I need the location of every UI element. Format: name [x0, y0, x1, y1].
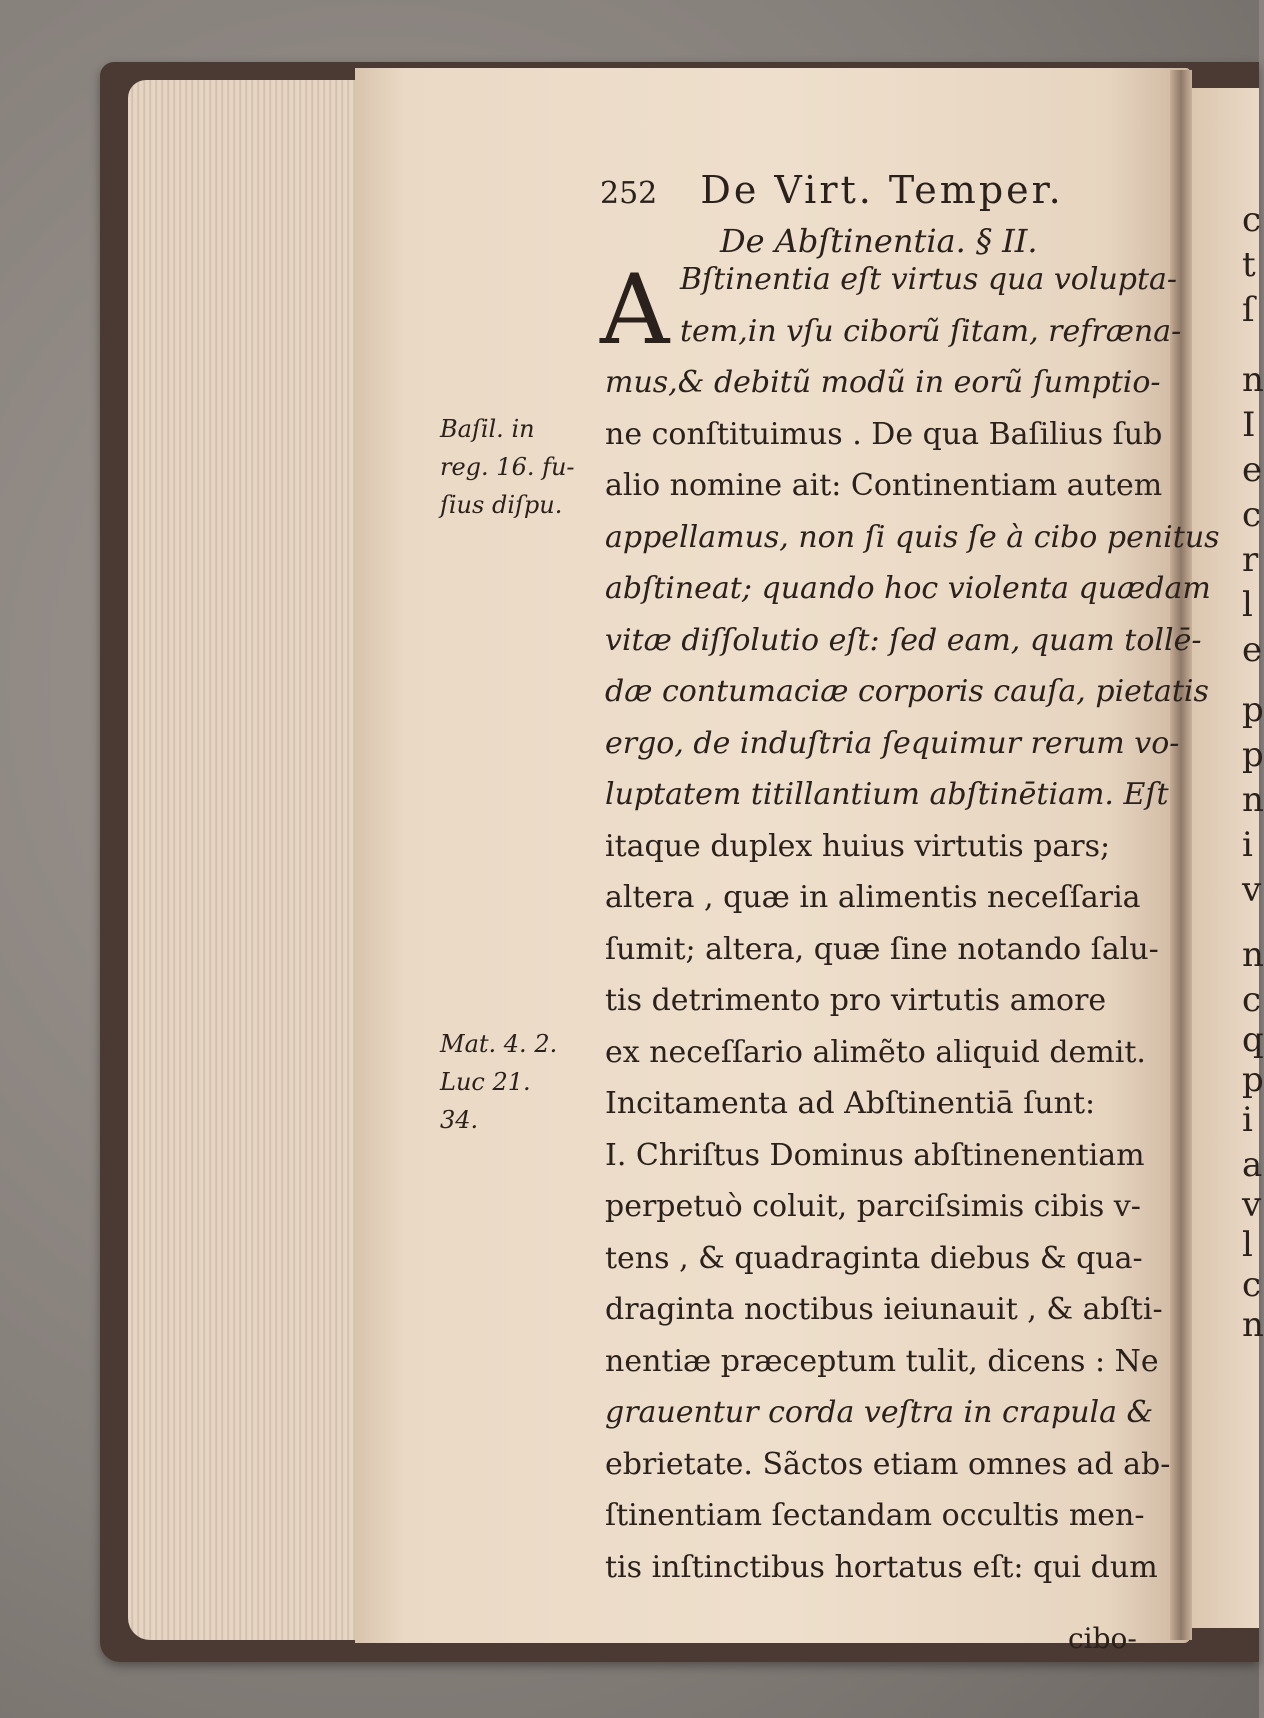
facing-page-letter: l: [1242, 585, 1253, 625]
text-line: ſumit; altera, quæ ſine notando ſalu-: [605, 931, 1159, 967]
page-number: 252: [600, 176, 658, 211]
facing-page-letter: p: [1242, 1060, 1264, 1100]
facing-page-letter: n: [1242, 1305, 1264, 1345]
text-line: nentiæ præceptum tulit, dicens : Ne: [605, 1343, 1159, 1379]
page-block-edges: [128, 80, 368, 1640]
text-line: I. Chriſtus Dominus abſtinenentiam: [605, 1137, 1145, 1173]
text-line: ebrietate. Sãctos etiam omnes ad ab-: [605, 1446, 1171, 1482]
text-line: ex neceſſario alimẽto aliquid demit.: [605, 1034, 1146, 1070]
text-line: altera , quæ in alimentis neceſſaria: [605, 880, 1141, 915]
text-line: tem,in vſu ciborũ ſitam, refræna-: [680, 313, 1182, 349]
drop-cap: A: [600, 254, 670, 366]
running-head-title: De Virt. Temper.: [700, 168, 1064, 212]
text-line: mus,& debitũ modũ in eorũ ſumptio-: [605, 365, 1161, 400]
text-line: alio nomine ait: Continentiam autem: [605, 468, 1163, 503]
facing-page-letter: i: [1242, 825, 1253, 865]
facing-page-letter: r: [1242, 540, 1259, 580]
text-line: draginta noctibus ieiunauit , & abſti-: [605, 1292, 1163, 1327]
text-line: tis detrimento pro virtutis amore: [605, 983, 1107, 1018]
facing-page-letter: c: [1242, 495, 1262, 535]
facing-page-letter: I: [1242, 405, 1256, 445]
facing-page-letter: c: [1242, 980, 1262, 1020]
text-line: ergo, de induſtria ſequimur rerum vo-: [605, 725, 1180, 761]
facing-page-letter: p: [1242, 735, 1264, 775]
text-line: vitæ diſſolutio eſt: ſed eam, quam tollē-: [605, 622, 1202, 658]
facing-page-letter: v: [1242, 870, 1262, 910]
margin-note-line: Luc 21.: [440, 1068, 531, 1096]
facing-page-letter: n: [1242, 360, 1264, 400]
facing-page-letter: e: [1242, 450, 1263, 490]
margin-note-line: 34.: [440, 1106, 479, 1134]
text-line: luptatem titillantium abſtinētiam. Eſt: [605, 777, 1169, 812]
facing-page-letter: n: [1242, 780, 1264, 820]
facing-page-letter: q: [1242, 1020, 1264, 1060]
text-line: ſtinentiam ſectandam occultis men-: [605, 1498, 1145, 1533]
text-line: perpetuò coluit, parciſsimis cibis v-: [605, 1189, 1141, 1224]
facing-page-letter: e: [1242, 630, 1263, 670]
section-title: De Abſtinentia. § II.: [720, 222, 1038, 260]
facing-page-letter: t: [1242, 245, 1256, 285]
facing-page-letter: v: [1242, 1185, 1262, 1225]
margin-note-line: reg. 16. fu-: [440, 453, 575, 481]
text-line: Bſtinentia eſt virtus qua volupta-: [680, 262, 1178, 297]
facing-page-letter: i: [1242, 1100, 1253, 1140]
margin-note-line: Baſil. in: [440, 415, 535, 443]
facing-page-letter: l: [1242, 1225, 1253, 1265]
text-line: tis inſtinctibus hortatus eſt: qui dum: [605, 1549, 1158, 1585]
facing-page-letter: n: [1242, 935, 1264, 975]
text-line: dæ contumaciæ corporis cauſa, pietatis: [605, 674, 1209, 709]
catchword: cibo-: [1068, 1622, 1137, 1655]
facing-page-letter: a: [1242, 1145, 1263, 1185]
facing-page-letter: ſ: [1242, 290, 1255, 330]
text-line: ne conſtituimus . De qua Baſilius ſub: [605, 416, 1163, 452]
margin-note-line: ſius diſpu.: [440, 491, 563, 519]
text-line: tens , & quadraginta diebus & qua-: [605, 1240, 1143, 1276]
facing-page-letter: c: [1242, 1265, 1262, 1305]
running-head: [600, 168, 1064, 212]
facing-page-letter: p: [1242, 690, 1264, 730]
text-line: grauentur corda veſtra in crapula &: [605, 1395, 1154, 1430]
book-gutter: [1170, 70, 1192, 1640]
text-line: itaque duplex huius virtutis pars;: [605, 828, 1111, 864]
text-line: appellamus, non ſi quis ſe à cibo penitus: [605, 519, 1220, 555]
margin-note-line: Mat. 4. 2.: [440, 1030, 558, 1058]
text-line: Incitamenta ad Abſtinentiā ſunt:: [605, 1086, 1096, 1121]
text-line: abſtineat; quando hoc violenta quædam: [605, 571, 1211, 606]
facing-page-letter: c: [1242, 200, 1262, 240]
